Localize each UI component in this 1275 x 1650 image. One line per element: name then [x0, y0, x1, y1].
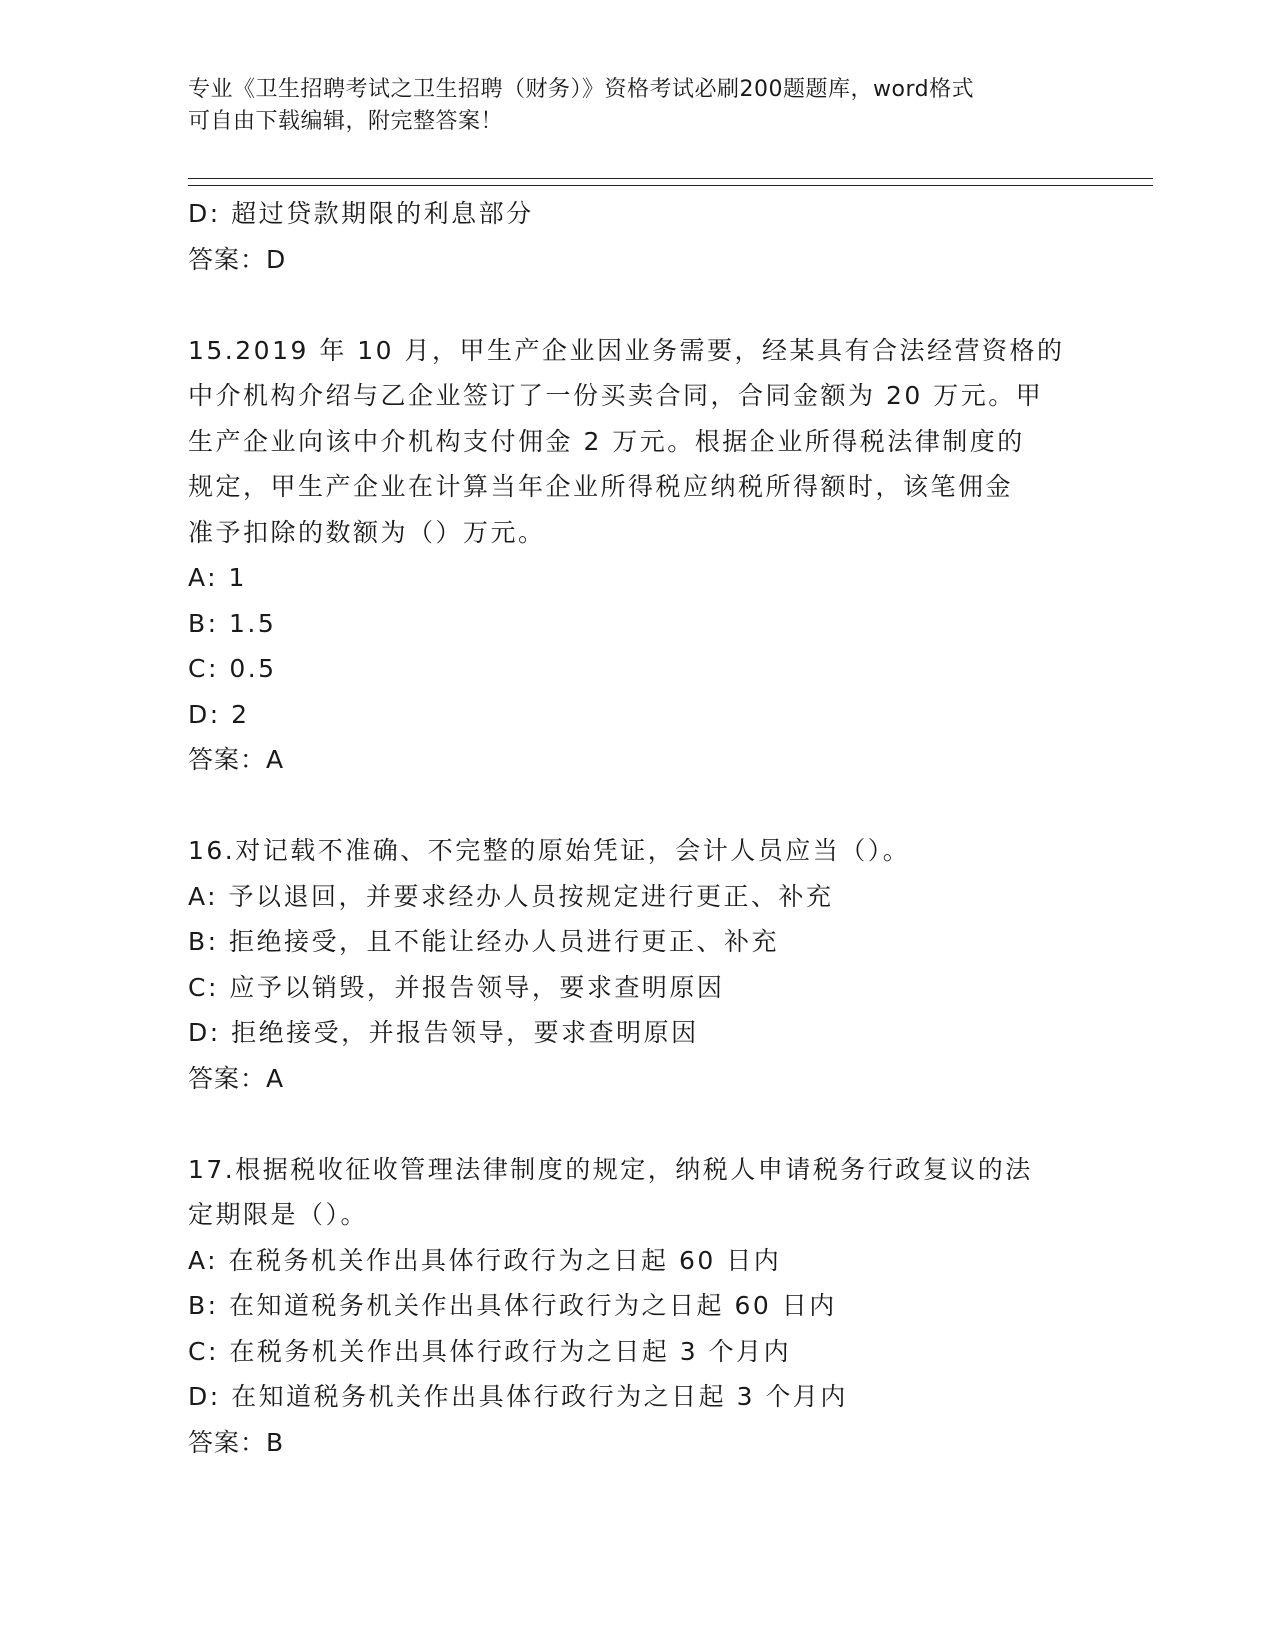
question-text-line: 15.2019 年 10 月，甲生产企业因业务需要，经某具有合法经营资格的: [188, 335, 1065, 365]
question-text-line: 规定，甲生产企业在计算当年企业所得税应纳税所得额时，该笔佣金: [188, 472, 1014, 501]
question-text-line: 定期限是（）。: [188, 1200, 369, 1229]
header-line-2: 可自由下载编辑，附完整答案！: [188, 109, 504, 134]
answer: 答案：A: [188, 1063, 285, 1093]
option-c: C: 应予以销毁，并报告领导，要求查明原因: [188, 972, 725, 1002]
option-d: D: 2: [188, 699, 250, 729]
answer: 答案：D: [188, 244, 287, 274]
option-b: B: 1.5: [188, 608, 277, 638]
option-a: A: 在税务机关作出具体行政行为之日起 60 日内: [188, 1245, 782, 1275]
option-a: A: 予以退回，并要求经办人员按规定进行更正、补充: [188, 881, 834, 911]
question-text-line: 中介机构介绍与乙企业签订了一份买卖合同，合同金额为 20 万元。甲: [188, 381, 1044, 410]
option-a: A: 1: [188, 563, 247, 592]
option-b: B: 在知道税务机关作出具体行政行为之日起 60 日内: [188, 1291, 837, 1320]
question-content: [188, 191, 1088, 1465]
previous-question-tail: [188, 191, 1088, 282]
answer: 答案：B: [188, 1427, 285, 1457]
question-text-line: 准予扣除的数额为（）万元。: [188, 517, 546, 547]
question-text-line: 16.对记载不准确、不完整的原始凭证，会计人员应当（）。: [188, 836, 911, 865]
question-17: [188, 1147, 1088, 1466]
answer: 答案：A: [188, 745, 285, 774]
option-b: B: 拒绝接受，且不能让经办人员进行更正、补充: [188, 927, 780, 956]
option-d: D: 超过贷款期限的利息部分: [188, 199, 534, 228]
option-c: C: 在税务机关作出具体行政行为之日起 3 个月内: [188, 1336, 792, 1366]
spacer: [188, 1101, 1088, 1147]
question-text-line: 生产企业向该中介机构支付佣金 2 万元。根据企业所得税法律制度的: [188, 426, 1025, 456]
option-c: C: 0.5: [188, 654, 277, 683]
header-line-1: 专业《卫生招聘考试之卫生招聘（财务）》资格考试必刷200题题库，word格式: [188, 77, 975, 102]
option-d: D: 拒绝接受，并报告领导，要求查明原因: [188, 1018, 699, 1047]
spacer: [188, 282, 1088, 328]
spacer: [188, 783, 1088, 829]
question-text-line: 17.根据税收征收管理法律制度的规定，纳税人申请税务行政复议的法: [188, 1154, 1033, 1184]
header-divider: [188, 178, 1153, 186]
question-16: [188, 828, 1088, 1101]
document-header: [188, 74, 1088, 138]
option-d: D: 在知道税务机关作出具体行政行为之日起 3 个月内: [188, 1382, 848, 1411]
question-15: [188, 328, 1088, 783]
